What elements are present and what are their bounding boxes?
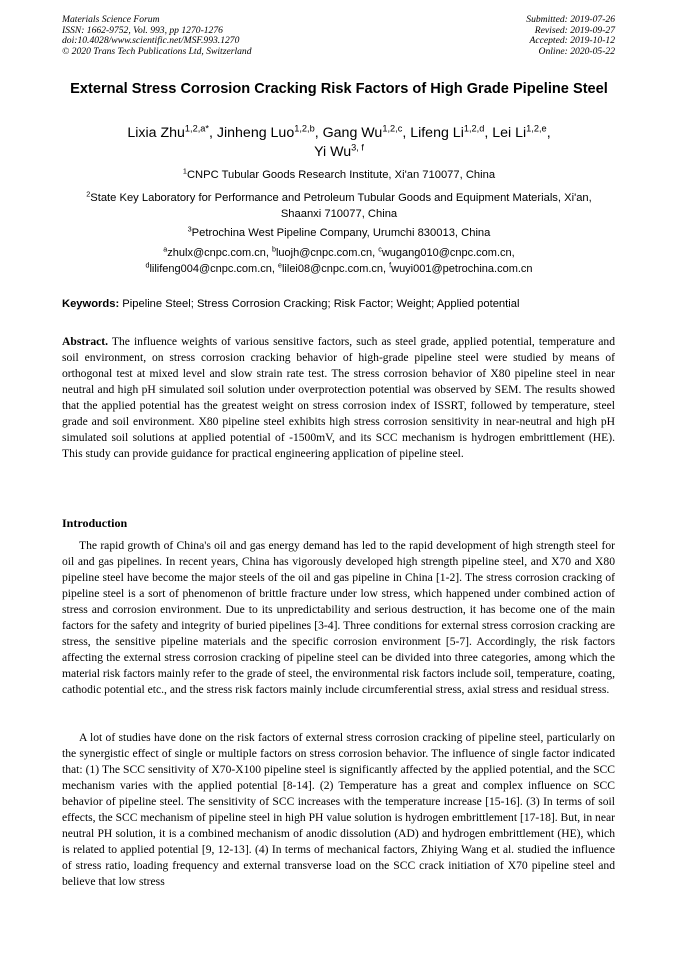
author-list — [62, 124, 616, 162]
email[interactable]: $^b$luojh@cnpc.com.cn, — [272, 245, 379, 259]
introduction-paragraph: The rapid growth of China's oil and gas energy demand has led to the rapid development of high strength steel for oil and gas pipelines. In recent years, China has vigorously developed high strength pipeline steel, and X70 and X80 pipeline steel have become the major steels of the oil and gas pipeline in China [1-2]. The stress corrosion cracking of pipeline steel is a sort of phenomenon of brittle fracture under low stress, which happened under combined action of stress and corrosion environment. Due to its unpredictability and serious destruction, it has become one of the main factors for the safety and integrity of buried pipelines [3-4]. Three conditions for external stress corrosion cracking are stress, the sensitive pipeline materials and the specific corrosion environment [5-7]. Accordingly, the risk factors affecting the external stress corrosion cracking of pipeline steel can be divided into three categories, among which the material risk factors mainly refer to the grade of steel, the environmental risk factors include soil, temperature, coating, cathodic potential etc., and the stress risk factors mainly include circumferential stress, axial stress and residual stress. — [62, 539, 615, 696]
email[interactable]: $^d$lilifeng004@cnpc.com.cn, — [145, 260, 278, 275]
online-date: Online: 2020-05-22 — [538, 45, 615, 57]
keywords — [62, 297, 616, 312]
doi-line: doi:10.4028/www.scientific.net/MSF.993.1270 — [62, 35, 240, 47]
email[interactable]: $^c$wugang010@cnpc.com.cn, — [378, 245, 515, 259]
email-list — [62, 246, 616, 277]
affiliation-3: $^3$Petrochina West Pipeline Company, Urumchi 830013, China — [187, 224, 491, 239]
author: Lifeng Li$^{1,2,d}$, — [410, 123, 493, 141]
keywords-label: Keywords: — [62, 298, 120, 310]
journal-header-left — [62, 15, 252, 57]
introduction-paragraph: A lot of studies have done on the risk factors of external stress corrosion cracking of pipeline steel, particularly on the synergistic effect of single or multiple factors on stress corrosion behavior. The influence of single factor indicated that: (1) The SCC sensitivity of X70-X100 pipeline steel is significantly affected by the applied potential, and the SCC mechanism varies with the applied potential [8-14]. (2) Temperature has a great and complex influence on SCC behavior of pipeline steel. The sensitivity of SCC increases with the temperature increase [15-16]. (3) In terms of soil effects, the SCC mechanism of pipeline steel in high PH value solution is hydrogen embrittlement [17-18]. But, in near neutral PH solution, it is a combined mechanism of anodic dissolution (AD) and hydrogen embrittlement (HE), which is related to applied potential [9, 12-13]. (4) In terms of mechanical factors, Zhiying Wang et al. studied the influence of stress ratio, loading frequency and external transverse load on the SCC crack initiation of X70 pipeline steel and believe that low stress — [62, 731, 615, 888]
affiliation-2: $^2$State Key Laboratory for Performance and Petroleum Tubular Goods and Equipment Materials, Xi'an, Shaanxi 710077, China — [86, 189, 592, 220]
keywords-text: Pipeline Steel; Stress Corrosion Cracking; Risk Factor; Weight; Applied potential — [119, 298, 520, 310]
submitted-date: Submitted: 2019-07-26 — [526, 14, 615, 25]
abstract — [62, 334, 615, 462]
author: Gang Wu$^{1,2,c}$, — [322, 123, 411, 141]
paper-title: External Stress Corrosion Cracking Risk Factors of High Grade Pipeline Steel — [70, 81, 608, 97]
email[interactable]: $^e$lilei08@cnpc.com.cn, — [278, 260, 390, 275]
author: Lixia Zhu$^{1,2,a*}$, — [127, 123, 217, 141]
affiliation-1: $^1$CNPC Tubular Goods Research Institute, Xi'an 710077, China — [182, 166, 496, 181]
section-heading-introduction: Introduction — [62, 516, 128, 530]
abstract-text: The influence weights of various sensitive factors, such as steel grade, applied potential, temperature and soil environment, on stress corrosion cracking behavior of high-grade pipeline steel were studied by means of orthogonal test at mixed level and slow strain rate test. The stress corrosion behavior of X80 pipeline steel in near neutral and high pH simulated soil solution under overprotection potential was observed by SEM. The results showed that the applied potential has the greatest weight on stress corrosion index of ISSRT, followed by temperature, steel grade and soil environment. X80 pipeline steel exhibits high stress corrosion sensitivity in near-neutral and high pH simulated soil solutions at applied potential of -1500mV, and its SCC mechanism is hydrogen embrittlement (HE). This study can provide guidance for practical engineering application of pipeline steel. — [62, 335, 615, 460]
journal-name: Materials Science Forum — [62, 14, 160, 25]
abstract-label: Abstract. — [62, 335, 109, 348]
journal-header-right — [526, 15, 615, 57]
issn-line: ISSN: 1662-9752, Vol. 993, pp 1270-1276 — [62, 24, 223, 36]
revised-date: Revised: 2019-09-27 — [534, 24, 615, 36]
email[interactable]: $^f$wuyi001@petrochina.com.cn — [389, 260, 533, 275]
author: Jinheng Luo$^{1,2,b}$, — [216, 123, 323, 141]
email[interactable]: $^a$zhulx@cnpc.com.cn, — [163, 245, 272, 259]
copyright-line: © 2020 Trans Tech Publications Ltd, Switzerland — [62, 45, 252, 57]
accepted-date: Accepted: 2019-10-12 — [529, 35, 615, 47]
author: Yi Wu$^{3, f}$ — [314, 142, 364, 160]
author: Lei Li$^{1,2,e}$, — [492, 123, 551, 141]
